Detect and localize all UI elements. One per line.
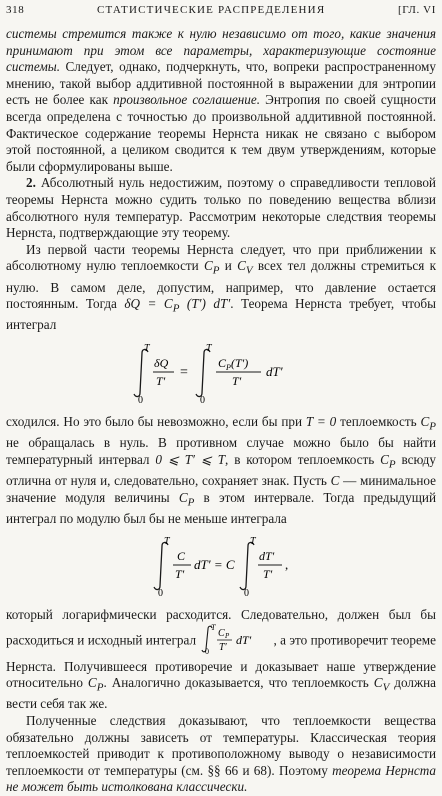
formula-1-svg <box>126 342 316 404</box>
paragraph-2-text: Абсолютный нуль недостижим, поэтому о справедливости тепловой теоремы Нернста можно судить только по поведению вещества вблизи абсолютного нуля температур. Рассмотрим некоторые следствия теоремы Нернста, подтверждающие эту теорему. <box>6 175 436 241</box>
formula-2-tail: , <box>285 557 289 573</box>
symbol-cp-sub: P <box>212 264 220 277</box>
paragraph-4 <box>6 414 436 527</box>
page-number: 318 <box>6 4 25 16</box>
inline-integral-num-sub: P <box>225 632 230 641</box>
inline-interval: 0 ⩽ T′ ⩽ T <box>155 451 226 467</box>
paragraph-6-text-a: Полученные следствия доказывают, что теплоемкости вещества обязательно должны зависеть от температуры. Классическая теория теплоемкостей приводит к противоположному выводу о независимости теплоемкости от температуры (см. §§ 66 и 68). Поэтому <box>6 713 436 778</box>
paragraph-3-text-b: всех тел должны стремиться к нулю. В самом деле, допустим, например, что давление остается постоянным. Тогда <box>6 258 436 312</box>
formula-2-svg <box>146 535 296 597</box>
inline-integral-svg <box>199 624 273 654</box>
symbol-cp-4: C <box>178 489 188 505</box>
inline-integral-tail: dT′ <box>236 633 252 648</box>
symbol-c-min: C <box>330 473 340 489</box>
paragraph-4-text-c: не обращалась в нуль. В противном случае можно было бы найти температурный интервал <box>6 435 436 467</box>
formula-1 <box>6 342 436 404</box>
paragraph-1 <box>6 26 436 175</box>
integral-4-upper: T <box>250 536 256 548</box>
inline-formula-delta-sub: P <box>172 302 180 315</box>
paragraph-6-italic-b: теорема Нернста не может быть истолкована классически. <box>6 762 437 795</box>
fraction-2-numerator-c: C <box>218 355 227 370</box>
integral-1-upper: T <box>144 342 150 354</box>
paragraph-4-text-g: в этом интервале. Тогда предыдущий интеграл по модулю был бы не меньше интеграла <box>6 489 436 526</box>
formula-2-mid: dT′ = C <box>194 557 235 573</box>
paragraph-5-text-b: , а это противоречит теореме Нернста. Получившееся противоречие и доказывает наше утверждение относительно <box>6 632 437 691</box>
paragraph-5 <box>6 607 436 713</box>
symbol-cp-5: C <box>87 675 97 691</box>
symbol-cp-5-sub: P <box>96 681 104 694</box>
inline-formula-delta: δQ = C <box>124 296 173 312</box>
paragraph-3 <box>6 242 436 334</box>
symbol-cp-3-sub: P <box>388 458 396 471</box>
page-header <box>6 4 436 26</box>
paragraph-4-text-d: , в котором теплоемкость <box>225 451 381 467</box>
fraction-3-denominator: T′ <box>175 567 185 582</box>
inline-t-zero: T = 0 <box>305 413 337 429</box>
symbol-cp-4-sub: P <box>187 496 195 509</box>
integral-1-lower: 0 <box>138 394 143 404</box>
paragraph-2 <box>6 175 436 241</box>
fraction-2-numerator-tail: (T′) <box>231 355 249 370</box>
paragraph-1-text-d: Энтропия по своей сущности всегда определена с точностью до произвольной аддитивной постоянной. Фактическое содержание теоремы Нернста никак не связано с выбором этой постоянной, а целиком сводится к тем двум утверждениям, которые были сформулированы выше. <box>6 92 437 174</box>
fraction-2-denominator: T′ <box>232 373 242 388</box>
fraction-4-denominator: T′ <box>263 567 273 582</box>
running-title: СТАТИСТИЧЕСКИЕ РАСПРЕДЕЛЕНИЯ <box>96 4 326 16</box>
inline-integral-upper: T <box>211 624 216 633</box>
integral-4-lower: 0 <box>244 588 249 598</box>
equals-sign: = <box>180 364 188 380</box>
integral-sign-2 <box>196 349 210 396</box>
chapter-label: [ГЛ. VI <box>398 4 436 16</box>
paragraph-3-and: и <box>219 258 238 274</box>
inline-integral-lower: 0 <box>205 647 210 655</box>
integral-2-lower: 0 <box>200 394 205 404</box>
integral-sign-3 <box>154 543 168 590</box>
paragraph-3-text-c: . Теорема Нернста требует, чтобы интеграл <box>6 296 436 333</box>
integral-sign-4 <box>240 543 254 590</box>
fraction-4-numerator: dT′ <box>259 549 275 564</box>
symbol-cv-2: C <box>373 675 383 691</box>
paragraph-4-text-b: теплоемкость <box>336 413 421 429</box>
inline-formula-delta-tail: (T′) dT′ <box>179 296 231 312</box>
paragraph-4-text-f: — минимальное значение модуля величины <box>6 473 436 505</box>
formula-2 <box>6 535 436 597</box>
fraction-2-numerator-sub: P <box>226 362 231 372</box>
symbol-cp-2-sub: P <box>429 420 437 433</box>
paragraph-1-italic-a: системы стремится также к нулю независимо от того, какие значения принимают при этом все параметры, характеризующие состояние системы. <box>6 26 436 75</box>
integral-sign-1 <box>134 349 148 396</box>
symbol-cv-2-sub: V <box>382 681 390 694</box>
integral-3-upper: T <box>164 536 170 548</box>
symbol-cp-2: C <box>420 413 430 429</box>
paragraph-2-number: 2. <box>26 175 36 191</box>
symbol-cp-3: C <box>380 451 389 467</box>
paragraph-4-text-a: сходился. Но это было бы невозможно, если бы при <box>6 413 306 429</box>
symbol-cv-sub: V <box>245 264 253 277</box>
symbol-cp: C <box>204 258 213 274</box>
inline-integral-num: C <box>218 628 226 640</box>
inline-integral <box>199 624 273 659</box>
paragraph-3-text-a: Из первой части теоремы Нернста следует, что при приближении к абсолютному нулю теплоемкости <box>6 241 436 274</box>
fraction-1-numerator: δQ <box>154 355 169 370</box>
fraction-1-denominator: T′ <box>156 373 166 388</box>
paragraph-5-text-c: . Аналогично доказывается, что теплоемкость <box>103 675 374 691</box>
paragraph-1-italic-c: произвольное соглашение. <box>113 92 261 108</box>
paragraph-6 <box>6 713 436 796</box>
paragraph-4-text-e: всюду отлична от нуля и, следовательно, сохраняет знак. Пусть <box>6 451 436 489</box>
paragraph-5-text-d: должна вести себя так же. <box>6 675 437 712</box>
fraction-3-numerator: C <box>177 549 186 564</box>
inline-integral-den: T′ <box>219 642 228 654</box>
symbol-cv: C <box>237 258 246 274</box>
formula-1-tail: dT′ <box>266 363 283 379</box>
integral-2-upper: T <box>206 342 212 354</box>
paragraph-1-text-b: Следует, однако, подчеркнуть, что, вопреки распространенному мнению, такой выбор аддитивной постоянной в выражении для энтропии есть не более как <box>6 59 436 108</box>
paragraph-5-text-a: который логарифмически расходится. Следовательно, должен был бы расходиться и исходный интеграл <box>6 607 436 648</box>
integral-3-lower: 0 <box>158 588 163 598</box>
